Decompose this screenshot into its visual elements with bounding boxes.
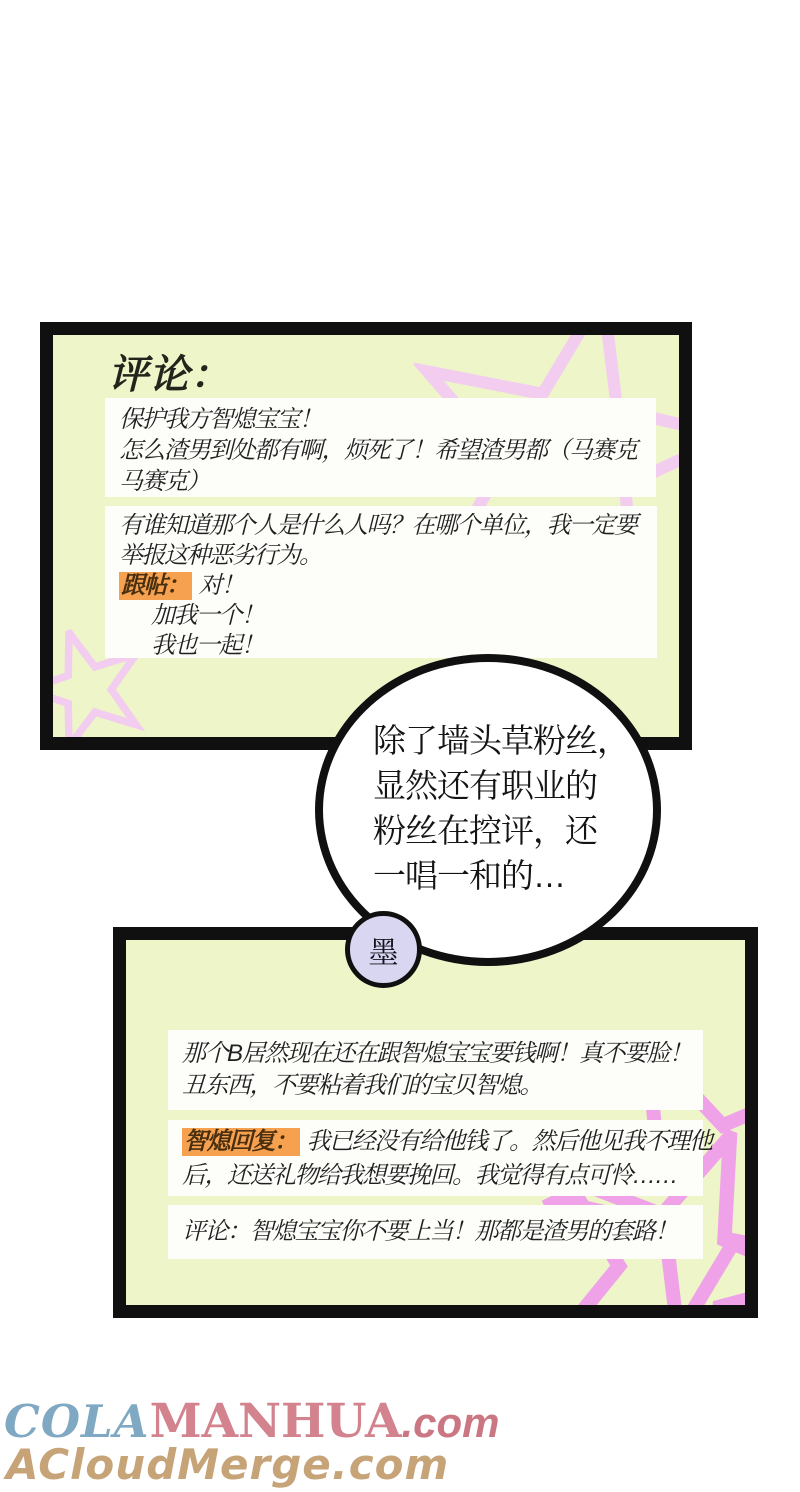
bubble-line: 显然还有职业的 <box>373 767 597 804</box>
comment-block <box>105 398 656 497</box>
speech-bubble-text <box>373 718 629 898</box>
star-icon <box>481 1075 758 1318</box>
reply-text: 对！ <box>198 572 244 599</box>
watermark-manhua: MANHUA <box>149 1394 402 1449</box>
reply-line <box>119 571 657 601</box>
comment-line: 保护我方智熄宝宝！ <box>119 406 322 433</box>
comment-block <box>168 1205 703 1259</box>
reply-line <box>182 1125 712 1159</box>
comment-line: 举报这种恶劣行为。 <box>119 542 322 569</box>
reply-block <box>168 1120 712 1196</box>
comment-line: 丑东西，不要粘着我们的宝贝智熄。 <box>182 1072 542 1099</box>
comments-title: 评论： <box>108 353 231 397</box>
reply-line: 加我一个！ <box>151 602 264 629</box>
bubble-line: 粉丝在控评，还 <box>373 812 597 849</box>
speaker-name: 墨 <box>368 936 399 970</box>
reply-tag-highlight: 智熄回复： <box>182 1128 300 1156</box>
comment-line: 有谁知道那个人是什么人吗？在哪个单位，我一定要 <box>119 512 637 539</box>
watermark-line2: ACloudMerge.com <box>6 1440 450 1489</box>
reply-line: 后，还送礼物给我想要挽回。我觉得有点可怜…… <box>182 1162 677 1189</box>
comment-line: 怎么渣男到处都有啊，烦死了！希望渣男都（马赛克 <box>119 437 637 464</box>
reply-text: 我已经没有给他钱了。然后他见我不理他 <box>306 1128 712 1155</box>
bottom-comment-panel <box>113 927 758 1318</box>
comment-block <box>168 1030 703 1110</box>
watermark-cola: COLA <box>4 1395 150 1448</box>
comment-line: 马赛克） <box>119 468 209 495</box>
top-comment-panel <box>40 322 692 750</box>
bubble-line: 除了墙头草粉丝， <box>373 722 629 759</box>
bubble-line: 一唱一和的… <box>373 857 565 894</box>
watermark-com: .com <box>401 1399 500 1446</box>
reply-tag-highlight: 跟帖： <box>119 572 192 600</box>
comment-block <box>105 506 657 658</box>
reply-line: 我也一起！ <box>151 632 264 659</box>
speaker-badge <box>345 911 422 988</box>
comment-line: 那个B居然现在还在跟智熄宝宝要钱啊！真不要脸！ <box>182 1040 692 1067</box>
comment-line: 评论：智熄宝宝你不要上当！那都是渣男的套路！ <box>182 1218 677 1245</box>
